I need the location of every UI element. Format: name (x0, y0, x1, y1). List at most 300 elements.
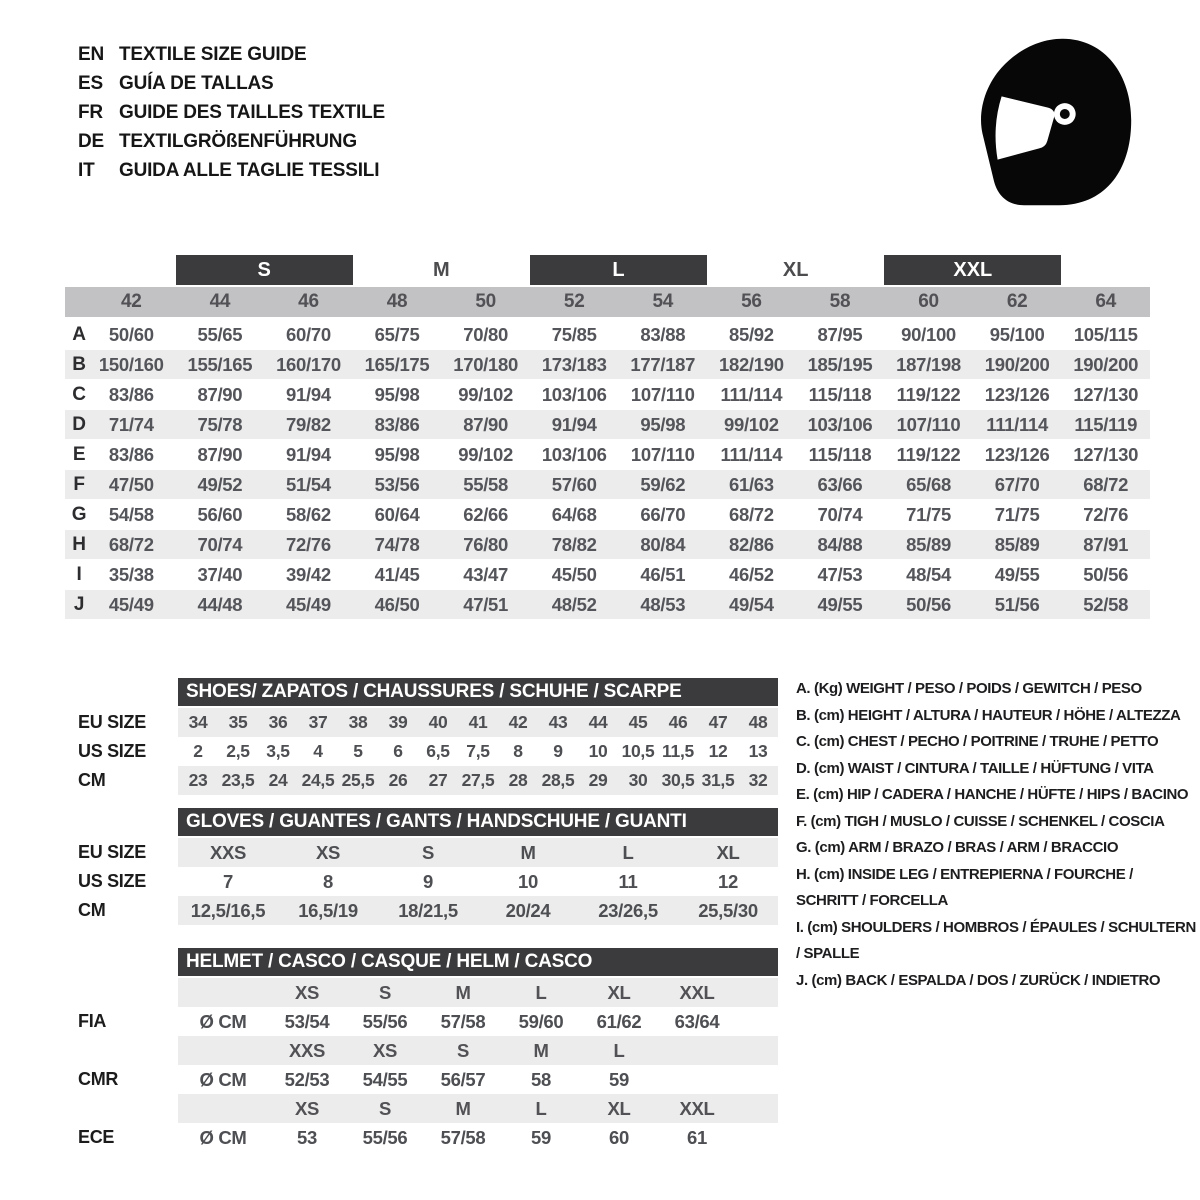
numeric-size-label: 50 (475, 291, 496, 312)
shoe-size-value: 38 (338, 708, 378, 737)
legend-item: H. (cm) INSIDE LEG / ENTREPIERNA / FOURCHE / SCHRITT / FORCELLA (796, 865, 1133, 909)
shoe-size-value: 12 (708, 741, 728, 761)
row-letter: C (72, 383, 86, 405)
row-letter: J (73, 593, 85, 615)
size-value: 83/86 (108, 383, 154, 405)
helmet-cell: 53/54 (284, 1010, 330, 1032)
row-label: EU SIZE (78, 712, 146, 732)
measurement-row (65, 470, 1150, 499)
helmet-cell: 60 (609, 1126, 629, 1148)
size-group-s: S (176, 255, 353, 285)
shoe-size-value: 27,5 (458, 766, 498, 795)
size-value: 61/63 (728, 473, 774, 495)
legend-item: C. (cm) CHEST / PECHO / POITRINE / TRUHE / PETTO (796, 733, 1159, 750)
size-value: 107/110 (896, 413, 961, 435)
size-value: 72/76 (1083, 503, 1129, 525)
size-value: 51/54 (286, 473, 331, 495)
shoe-size-value: 24 (258, 766, 298, 795)
size-value: 49/55 (994, 563, 1040, 585)
size-value: 95/98 (640, 413, 686, 435)
size-value: 95/100 (989, 323, 1045, 345)
helmet-cell: XS (346, 1036, 424, 1065)
glove-size-value: L (578, 838, 678, 867)
helmet-row (78, 978, 778, 1007)
helmet-table-title: HELMET / CASCO / CASQUE / HELM / CASCO (178, 948, 778, 976)
helmet-size-table (78, 948, 778, 1152)
size-value: 190/200 (1073, 353, 1139, 375)
textile-size-table (65, 255, 1150, 620)
size-value: 111/114 (720, 383, 783, 405)
size-value: 123/126 (984, 383, 1050, 405)
helmet-cell: 57/58 (440, 1126, 486, 1148)
helmet-cell: 59 (531, 1126, 551, 1148)
shoe-size-value: 41 (458, 708, 498, 737)
gloves-row (78, 867, 778, 896)
size-value: 67/70 (994, 473, 1040, 495)
filler-cell (736, 978, 778, 1007)
helmet-cell (658, 1036, 736, 1065)
size-value: 91/94 (286, 383, 331, 405)
row-letter: D (72, 413, 86, 435)
size-value: 111/114 (986, 413, 1048, 435)
helmet-cell: Ø CM (199, 1068, 247, 1090)
size-value: 47/53 (817, 563, 863, 585)
glove-size-value: 9 (423, 870, 433, 892)
shoe-size-value: 40 (418, 708, 458, 737)
helmet-cell: 56/57 (440, 1068, 486, 1090)
helmet-cell: M (424, 978, 502, 1007)
row-letter: B (72, 353, 86, 375)
size-value: 155/165 (187, 353, 253, 375)
size-value: 57/60 (551, 473, 597, 495)
standard-label: ECE (78, 1127, 115, 1147)
size-value: 85/92 (728, 323, 774, 345)
shoe-size-value: 2 (193, 741, 203, 761)
size-value: 55/65 (197, 323, 243, 345)
helmet-cell: M (424, 1094, 502, 1123)
shoe-size-value: 26 (378, 766, 418, 795)
gloves-table-title: GLOVES / GUANTES / GANTS / HANDSCHUHE / GUANTI (178, 808, 778, 836)
size-value: 99/102 (458, 443, 514, 465)
measurement-row (65, 440, 1150, 469)
size-value: 46/50 (374, 593, 420, 615)
helmet-cell: 55/56 (362, 1126, 408, 1148)
helmet-cell: S (424, 1036, 502, 1065)
helmet-cell: XL (580, 1094, 658, 1123)
legend-item: I. (cm) SHOULDERS / HOMBROS / ÉPAULES / SCHULTERN / SPALLE (796, 918, 1196, 962)
size-value: 127/130 (1073, 383, 1139, 405)
size-value: 55/58 (463, 473, 509, 495)
size-value: 66/70 (640, 503, 686, 525)
size-group-xxl: XXL (884, 255, 1061, 285)
language-title: GUIDA ALLE TAGLIE TESSILI (119, 159, 380, 181)
size-value: 71/74 (108, 413, 154, 435)
language-title: GUIDE DES TAILLES TEXTILE (119, 101, 385, 123)
language-row (78, 156, 385, 185)
helmet-cell: L (580, 1036, 658, 1065)
filler-cell (736, 1007, 778, 1036)
helmet-cell: 53 (297, 1126, 317, 1148)
row-label: CM (78, 900, 106, 920)
size-value: 45/49 (108, 593, 154, 615)
size-value: 65/75 (374, 323, 420, 345)
helmet-rows (78, 978, 778, 1152)
helmet-cell: S (346, 1094, 424, 1123)
shoe-size-value: 5 (353, 741, 363, 761)
size-value: 87/91 (1083, 533, 1129, 555)
helmet-cell: XXL (658, 978, 736, 1007)
helmet-cell: L (502, 978, 580, 1007)
size-value: 60/70 (286, 323, 331, 345)
numeric-size-label: 60 (918, 291, 939, 312)
shoe-size-value: 29 (578, 766, 618, 795)
glove-size-value: 23/26,5 (578, 896, 678, 925)
shoe-size-value: 13 (748, 741, 768, 761)
helmet-cell: Ø CM (199, 1126, 247, 1148)
measurement-legend (796, 676, 1198, 994)
helmet-cell: XXS (268, 1036, 346, 1065)
size-value: 87/90 (197, 443, 243, 465)
size-value: 103/106 (541, 383, 607, 405)
row-letter: G (71, 503, 87, 525)
shoes-size-table (78, 678, 778, 795)
size-group-m: M (432, 258, 450, 281)
numeric-size-label: 54 (652, 291, 674, 312)
glove-size-value: XS (278, 838, 378, 867)
size-value: 50/56 (906, 593, 951, 615)
language-code: ES (78, 72, 103, 94)
glove-size-value: 12 (718, 870, 738, 892)
size-value: 187/198 (896, 353, 961, 375)
filler-cell (736, 1065, 778, 1094)
size-value: 53/56 (374, 473, 420, 495)
helmet-cell: Ø CM (199, 1010, 247, 1032)
size-value: 150/160 (98, 353, 164, 375)
size-value: 103/106 (541, 443, 607, 465)
language-title-block (78, 40, 385, 185)
numeric-size-label: 52 (563, 291, 585, 312)
size-value: 59/62 (640, 473, 686, 495)
standard-label: FIA (78, 1011, 107, 1031)
gloves-size-table (78, 808, 778, 925)
shoe-size-value: 30,5 (658, 766, 698, 795)
shoes-table-title: SHOES/ ZAPATOS / CHAUSSURES / SCHUHE / SCARPE (178, 678, 778, 706)
helmet-cell: M (502, 1036, 580, 1065)
letter-size-header-row (65, 255, 1150, 285)
size-value: 49/55 (817, 593, 863, 615)
size-value: 58/62 (286, 503, 331, 525)
language-title: GUÍA DE TALLAS (119, 72, 274, 94)
row-letter: I (76, 563, 82, 585)
shoe-size-value: 10,5 (621, 741, 655, 761)
helmet-cell: XS (268, 1094, 346, 1123)
shoe-size-value: 28,5 (538, 766, 578, 795)
language-code: EN (78, 43, 104, 65)
size-value: 99/102 (458, 383, 514, 405)
size-value: 50/60 (108, 323, 154, 345)
size-value: 83/86 (108, 443, 154, 465)
language-code: IT (78, 159, 95, 181)
size-value: 74/78 (374, 533, 420, 555)
shoe-size-value: 45 (618, 708, 658, 737)
shoe-size-value: 43 (538, 708, 578, 737)
size-value: 105/115 (1073, 323, 1138, 345)
helmet-row (78, 1036, 778, 1065)
row-label: US SIZE (78, 741, 146, 761)
size-value: 48/52 (551, 593, 597, 615)
numeric-size-label: 58 (829, 291, 851, 312)
glove-size-value: XXS (178, 838, 278, 867)
size-value: 39/42 (286, 563, 331, 585)
size-value: 80/84 (640, 533, 686, 555)
size-value: 51/56 (994, 593, 1040, 615)
measurement-row (65, 320, 1150, 349)
size-value: 48/53 (640, 593, 686, 615)
size-value: 95/98 (374, 443, 420, 465)
row-letter: H (72, 533, 86, 555)
size-value: 170/180 (453, 353, 518, 375)
size-value: 71/75 (906, 503, 951, 525)
filler-cell (736, 1094, 778, 1123)
legend-item: D. (cm) WAIST / CINTURA / TAILLE / HÜFTUNG / VITA (796, 759, 1154, 777)
size-value: 35/38 (108, 563, 154, 585)
row-letter: F (73, 473, 85, 495)
size-value: 123/126 (984, 443, 1050, 465)
row-label: EU SIZE (78, 842, 146, 862)
size-value: 165/175 (364, 353, 430, 375)
shoe-size-value: 11,5 (662, 741, 694, 761)
glove-size-value: M (478, 838, 578, 867)
size-value: 79/82 (286, 413, 331, 435)
helmet-row (78, 1007, 778, 1036)
size-value: 115/119 (1074, 413, 1138, 435)
gloves-row (78, 896, 778, 925)
language-row (78, 40, 385, 69)
shoe-size-value: 25,5 (338, 766, 378, 795)
language-code: DE (78, 130, 104, 152)
helmet-row (78, 1094, 778, 1123)
racing-helmet-icon (973, 34, 1139, 210)
helmet-cell: 54/55 (362, 1068, 408, 1090)
numeric-size-label: 62 (1006, 291, 1028, 312)
shoe-size-value: 36 (258, 708, 298, 737)
size-value: 78/82 (551, 533, 597, 555)
size-value: 182/190 (718, 353, 784, 375)
size-value: 52/58 (1083, 593, 1129, 615)
size-value: 177/187 (630, 353, 696, 375)
size-value: 46/52 (728, 563, 774, 585)
size-group-xl: XL (782, 258, 809, 281)
size-value: 72/76 (286, 533, 331, 555)
numeric-size-header-row (65, 287, 1150, 317)
helmet-cell (658, 1065, 736, 1094)
shoe-size-value: 30 (618, 766, 658, 795)
language-code: FR (78, 101, 103, 123)
helmet-row (78, 1065, 778, 1094)
filler-cell (736, 1036, 778, 1065)
size-value: 95/98 (374, 383, 420, 405)
size-value: 64/68 (551, 503, 597, 525)
size-value: 48/54 (906, 563, 951, 585)
measurement-row (65, 350, 1150, 379)
size-value: 68/72 (108, 533, 154, 555)
gloves-row (78, 838, 778, 867)
helmet-cell: 55/56 (362, 1010, 408, 1032)
shoe-size-value: 32 (738, 766, 778, 795)
size-value: 75/78 (197, 413, 243, 435)
shoe-size-value: 9 (553, 741, 563, 761)
gloves-rows (78, 838, 778, 925)
size-value: 83/88 (640, 323, 686, 345)
shoe-size-value: 2,5 (226, 741, 250, 761)
helmet-cell: 57/58 (440, 1010, 486, 1032)
size-value: 85/89 (906, 533, 951, 555)
shoe-size-value: 3,5 (266, 741, 290, 761)
size-value: 103/106 (807, 413, 873, 435)
helmet-cell (178, 978, 268, 1007)
legend-item: F. (cm) TIGH / MUSLO / CUISSE / SCHENKEL / COSCIA (796, 812, 1165, 830)
size-value: 173/183 (541, 353, 607, 375)
size-value: 90/100 (901, 323, 956, 345)
helmet-cell: 58 (531, 1068, 551, 1090)
row-label: US SIZE (78, 871, 146, 891)
shoe-size-value: 23,5 (218, 766, 258, 795)
shoe-size-value: 6,5 (426, 741, 450, 761)
glove-size-value: 20/24 (478, 896, 578, 925)
glove-size-value: 18/21,5 (378, 896, 478, 925)
measurement-row (65, 500, 1150, 529)
size-value: 119/122 (896, 383, 961, 405)
size-value: 49/54 (728, 593, 774, 615)
size-value: 190/200 (984, 353, 1050, 375)
measurement-row (65, 530, 1150, 559)
numeric-size-label: 64 (1095, 291, 1116, 312)
numeric-size-label: 44 (209, 291, 231, 312)
shoe-size-value: 31,5 (698, 766, 738, 795)
size-value: 43/47 (463, 563, 509, 585)
size-value: 41/45 (374, 563, 420, 585)
size-value: 45/50 (551, 563, 597, 585)
shoe-size-value: 28 (498, 766, 538, 795)
helmet-cell: L (502, 1094, 580, 1123)
shoe-size-value: 24,5 (298, 766, 338, 795)
size-value: 87/95 (817, 323, 863, 345)
row-letter: E (72, 443, 86, 465)
shoes-row (78, 708, 778, 737)
language-row (78, 127, 385, 156)
filler-cell (736, 1123, 778, 1152)
measurement-row (65, 410, 1150, 439)
shoe-size-value: 7,5 (466, 741, 490, 761)
helmet-cell: 59 (609, 1068, 629, 1090)
glove-size-value: 12,5/16,5 (178, 896, 278, 925)
shoe-size-value: 6 (393, 741, 403, 761)
shoe-size-value: 42 (498, 708, 538, 737)
helmet-cell: 52/53 (284, 1068, 330, 1090)
size-value: 70/80 (463, 323, 509, 345)
glove-size-value: 25,5/30 (678, 896, 778, 925)
legend-item: E. (cm) HIP / CADERA / HANCHE / HÜFTE / HIPS / BACINO (796, 786, 1189, 803)
size-value: 60/64 (374, 503, 420, 525)
standard-label: CMR (78, 1069, 119, 1089)
numeric-size-label: 56 (741, 291, 762, 312)
size-value: 83/86 (374, 413, 420, 435)
shoe-size-value: 8 (513, 741, 523, 761)
glove-size-value: 7 (223, 870, 233, 892)
measurement-row (65, 560, 1150, 589)
size-value: 99/102 (723, 413, 779, 435)
shoe-size-value: 10 (588, 741, 608, 761)
shoe-size-value: 44 (578, 708, 618, 737)
size-value: 44/48 (197, 593, 243, 615)
measurement-row (65, 380, 1150, 409)
helmet-cell: 61/62 (596, 1010, 642, 1032)
size-value: 71/75 (994, 503, 1040, 525)
size-value: 91/94 (551, 413, 597, 435)
shoe-size-value: 35 (218, 708, 258, 737)
size-value: 85/89 (994, 533, 1040, 555)
legend-item: B. (cm) HEIGHT / ALTURA / HAUTEUR / HÖHE / ALTEZZA (796, 706, 1181, 724)
shoe-size-value: 37 (298, 708, 338, 737)
size-value: 47/50 (108, 473, 154, 495)
size-value: 185/195 (807, 353, 873, 375)
shoe-size-value: 27 (418, 766, 458, 795)
size-value: 111/114 (720, 443, 783, 465)
shoes-row (78, 737, 778, 766)
size-value: 54/58 (108, 503, 154, 525)
shoes-row (78, 766, 778, 795)
helmet-cell: XXL (658, 1094, 736, 1123)
helmet-cell: XS (268, 978, 346, 1007)
glove-size-value: XL (678, 838, 778, 867)
language-row (78, 98, 385, 127)
glove-size-value: 16,5/19 (278, 896, 378, 925)
legend-item: J. (cm) BACK / ESPALDA / DOS / ZURÜCK / INDIETRO (796, 971, 1161, 989)
glove-size-value: 8 (323, 870, 333, 892)
legend-item: A. (Kg) WEIGHT / PESO / POIDS / GEWITCH / PESO (796, 680, 1142, 697)
numeric-size-label: 42 (121, 291, 142, 312)
helmet-cell: 63/64 (674, 1010, 720, 1032)
helmet-cell: 61 (687, 1126, 707, 1148)
size-value: 70/74 (197, 533, 243, 555)
size-value: 45/49 (286, 593, 331, 615)
size-group-l: L (530, 255, 707, 285)
shoe-size-value: 34 (178, 708, 218, 737)
size-value: 76/80 (463, 533, 509, 555)
size-value: 87/90 (463, 413, 509, 435)
size-value: 70/74 (817, 503, 863, 525)
helmet-cell: XL (580, 978, 658, 1007)
glove-size-value: S (378, 838, 478, 867)
shoe-size-value: 4 (313, 741, 323, 761)
measurement-rows (65, 320, 1150, 619)
size-value: 107/110 (630, 443, 695, 465)
size-value: 50/56 (1083, 563, 1129, 585)
shoe-size-value: 47 (698, 708, 738, 737)
language-row (78, 69, 385, 98)
size-value: 37/40 (197, 563, 243, 585)
glove-size-value: 10 (518, 870, 538, 892)
helmet-cell (178, 1094, 268, 1123)
shoe-size-value: 46 (658, 708, 698, 737)
row-label: CM (78, 770, 106, 790)
size-value: 87/90 (197, 383, 243, 405)
size-value: 47/51 (463, 593, 509, 615)
size-value: 119/122 (896, 443, 961, 465)
size-value: 75/85 (551, 323, 597, 345)
size-value: 62/66 (463, 503, 509, 525)
helmet-row (78, 1123, 778, 1152)
